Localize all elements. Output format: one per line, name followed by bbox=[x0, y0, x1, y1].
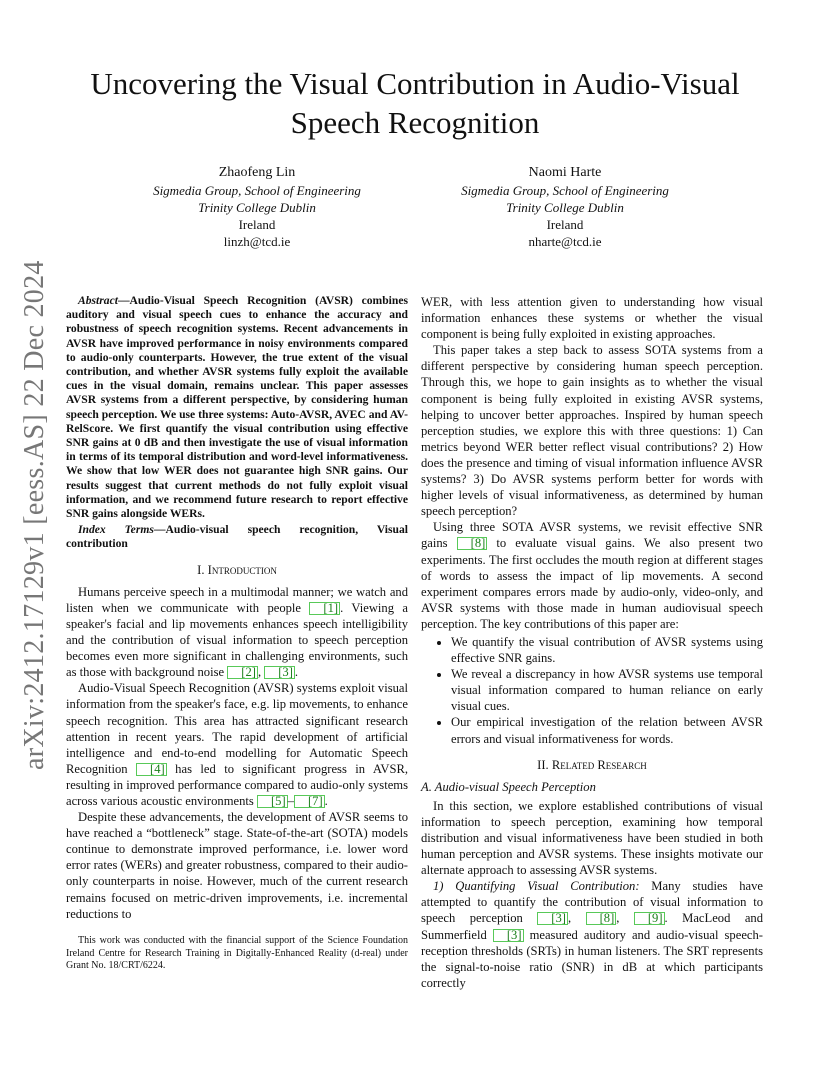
text-run: Using three SOTA AVSR systems, we revisit effective SNR gains bbox=[421, 520, 763, 551]
citation-link[interactable]: [9] bbox=[634, 912, 665, 925]
text-run: , bbox=[257, 665, 265, 680]
intro-paragraph-3: Despite these advancements, the development of AVSR seems to have reached a “bottleneck” stage. State-of-the-art (SOTA) models continue to demonstrate improved performance, i.e. lower word error rates (WERs) and greater robustness, compared to their audio-only counterparts in noise. However, much of the current research remains focused on metric-driven improvements, i.e. incremental reductions to bbox=[66, 810, 408, 921]
text-run: measured auditory and audio-visual speech-reception thresholds (SRTs) in human listeners. The SRT represents the signal-to-noise ratio (SNR) in dB at which participants correctly bbox=[421, 927, 763, 990]
section-title: Introduction bbox=[207, 562, 277, 577]
list-item: • Our empirical investigation of the relation between AVSR errors and visual informativeness for words. bbox=[451, 714, 763, 746]
text-run: . Viewing a speaker's facial and lip movements enhances speech intelligibility and the contribution of visual information to speech perception becomes even more significant in challenging environments, such as those with background noise bbox=[66, 600, 409, 680]
right-paragraph-2: This paper takes a step back to assess SOTA systems from a different perspective by considering human speech perception. Through this, we hope to gain insights as to whether the visual component is being fully exploited in existing AVSR systems, helping to uncover better approaches. Inspired by human speech perception studies, we explore this with three questions: 1) Can metrics beyond WER better reflect visual contributions? 2) How does the presence and timing of visual information influence AVSR systems? 3) Do AVSR systems perform better for words with higher levels of visual informativeness, as determined by human speech perception? bbox=[421, 343, 763, 519]
footnote-text: This work was conducted with the financial support of the Science Foundation Ireland Centre for Research Training in Digitally-Enhanced Reality (d-real) under Grant No. 18/CRT/6224. bbox=[66, 935, 408, 971]
author-affiliation: Sigmedia Group, School of Engineering bbox=[153, 183, 361, 198]
text-run: , bbox=[567, 911, 586, 926]
citation-link[interactable]: [4] bbox=[136, 763, 167, 776]
text-run: – bbox=[287, 793, 294, 808]
author-affiliation: Sigmedia Group, School of Engineering bbox=[461, 183, 669, 198]
paragraph-heading: 1) Quantifying Visual Contribution: bbox=[433, 879, 640, 894]
text-run: Humans perceive speech in a multimodal manner; we watch and listen when we communicate with people bbox=[66, 584, 408, 615]
text-run: to evaluate visual gains. We also present two experiments. The first occludes the mouth region at different stages of words to assess the impact of lip movements. A second experiment compares errors made by audio-only, video-only, and AVSR systems with those made in human audiovisual speech perception. The key contributions of this paper are: bbox=[421, 536, 763, 631]
author-name: Naomi Harte bbox=[528, 165, 602, 180]
title-line-2: Speech Recognition bbox=[290, 105, 540, 140]
author-institution: Trinity College Dublin bbox=[506, 200, 624, 215]
author-country: Ireland bbox=[546, 217, 584, 232]
author-institution: Trinity College Dublin bbox=[198, 200, 316, 215]
author-email: nharte@tcd.ie bbox=[528, 234, 602, 249]
title-line-1: Uncovering the Visual Contribution in Audio-Visual bbox=[90, 66, 740, 101]
citation-link[interactable]: [7] bbox=[294, 795, 325, 808]
abstract bbox=[66, 294, 408, 521]
index-terms bbox=[66, 523, 408, 551]
citation-link[interactable]: [8] bbox=[457, 537, 488, 550]
index-terms-lead: Index Terms bbox=[78, 523, 154, 537]
author-country: Ireland bbox=[238, 217, 276, 232]
author-1 bbox=[107, 164, 407, 250]
citation-link[interactable]: [3] bbox=[493, 929, 524, 942]
text-run: . MacLeod and Summerfield bbox=[421, 911, 764, 942]
section-title: Related Research bbox=[551, 757, 647, 772]
abstract-text: —Audio-Visual Speech Recognition (AVSR) combines auditory and visual speech cues to enhance the accuracy and robustness of speech recognition systems. Recent advancements in AVSR have improved performance in noisy environments compared to audio-only counterparts. However, the true extent of the visual contribution, and whether AVSR systems fully exploit the available cues in the visual domain, remains unclear. This paper assesses AVSR systems from a different perspective, by considering human speech perception. We use three systems: Auto-AVSR, AVEC and AV-RelScore. We first quantify the visual contribution using effective SNR gains at 0 dB and then investigate the use of visual information in terms of its temporal distribution and word-level informativeness. We show that low WER does not guarantee high SNR gains. Our results suggest that current methods do not fully exploit visual information, and we recommend future research to report effective SNR gains alongside WERs. bbox=[66, 294, 408, 521]
index-terms-text: —Audio-visual speech recognition, Visual contribution bbox=[66, 523, 408, 551]
section-number: II. bbox=[537, 757, 552, 772]
citation-link[interactable]: [1] bbox=[309, 602, 340, 615]
author-email: linzh@tcd.ie bbox=[223, 234, 291, 249]
text-run: . bbox=[294, 665, 299, 680]
left-column bbox=[66, 294, 408, 922]
right-column bbox=[421, 294, 763, 991]
citation-link[interactable]: [3] bbox=[264, 666, 295, 679]
section-heading-introduction bbox=[66, 562, 408, 578]
list-item: • We quantify the visual contribution of AVSR systems using effective SNR gains. bbox=[451, 634, 763, 666]
section-heading-related-research bbox=[421, 757, 763, 773]
citation-link[interactable]: [2] bbox=[227, 666, 258, 679]
section-number: I. bbox=[197, 562, 208, 577]
intro-paragraph-2 bbox=[66, 680, 408, 809]
arxiv-identifier: arXiv:2412.17129v1 [eess.AS] 22 Dec 2024 bbox=[19, 260, 50, 770]
subsection-heading: A. Audio-visual Speech Perception bbox=[421, 779, 596, 794]
author-name: Zhaofeng Lin bbox=[218, 165, 296, 180]
text-run: . bbox=[324, 793, 328, 808]
text-run: Many studies have attempted to quantify the contribution of visual information to speech perception bbox=[421, 879, 763, 926]
text-run: has led to significant progress in AVSR, resulting in improved performance compared to audio-only systems across various acoustic environments bbox=[66, 761, 408, 808]
footnote bbox=[66, 935, 408, 973]
related-paragraph-1: In this section, we explore established contributions of visual information to speech perception, examining how temporal distribution and visual informativeness have been studied in both human perception and AVSR systems. These insights motivate our alternate approach to assessing AVSR systems. bbox=[421, 798, 763, 878]
author-2 bbox=[415, 164, 715, 250]
list-item: • We reveal a discrepancy in how AVSR systems use temporal visual information compared to human reliance on early visual cues. bbox=[451, 666, 763, 714]
right-paragraph-1: WER, with less attention given to understanding how visual information enhances these systems or whether the visual component is being fully exploited in existing approaches. bbox=[421, 295, 763, 342]
related-paragraph-2 bbox=[421, 878, 763, 991]
contributions-list bbox=[421, 634, 763, 747]
citation-link[interactable]: [3] bbox=[537, 912, 568, 925]
abstract-lead: Abstract bbox=[78, 294, 118, 307]
text-run: , bbox=[616, 911, 634, 926]
citation-link[interactable]: [8] bbox=[586, 912, 617, 925]
right-paragraph-3 bbox=[421, 519, 763, 632]
intro-paragraph-1 bbox=[66, 584, 408, 681]
paper-title bbox=[40, 64, 790, 142]
citation-link[interactable]: [5] bbox=[257, 795, 288, 808]
text-run: Audio-Visual Speech Recognition (AVSR) systems exploit visual information from the speaker's face, e.g. lip movements, to enhance speech recognition. This area has attracted significant research attention in recent years. The rapid development of artificial intelligence and end-to-end modelling for Automatic Speech Recognition bbox=[66, 681, 408, 776]
